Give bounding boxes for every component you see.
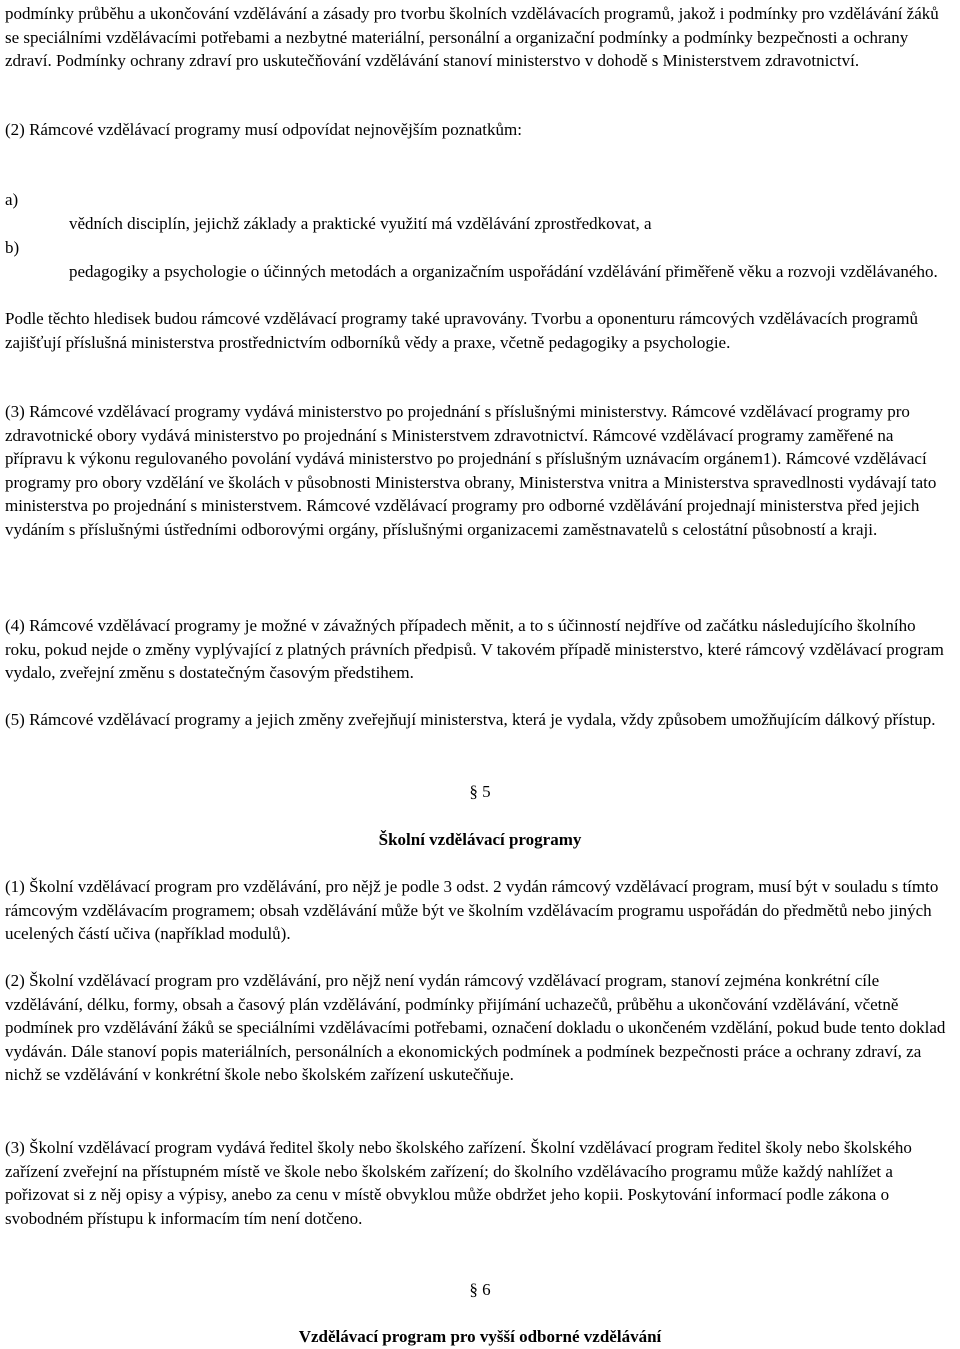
section-title-5: Školní vzdělávací programy — [378, 830, 582, 849]
list-item-text-b: pedagogiky a psychologie o účinných metodách a organizačním uspořádání vzdělávání přiměřeně věku a rozvoji vzdělávaného. — [69, 262, 938, 281]
section5-paragraph-3: (3) Školní vzdělávací program vydává ředitel školy nebo školského zařízení. Školní vzdělávací program ředitel školy nebo školského zařízení zveřejní na přístupném místě ve škole nebo školském zařízení; do školního vzdělávacího programu může každý nahlížet a pořizovat si z něj opisy a výpisy, anebo za cenu v místě obvyklou může obdržet jeho kopii. Poskytování informací podle zákona o svobodném přístupu k informacím tím není dotčeno. — [5, 1138, 912, 1228]
paragraph-4: (4) Rámcové vzdělávací programy je možné v závažných případech měnit, a to s účinností nejdříve od začátku následujícího školního roku, pokud nejde o změny vyplývající z platných právních předpisů. V takovém případě ministerstvo, které rámcový vzdělávací program vydalo, zveřejní změnu s dostatečným časovým předstihem. — [5, 616, 944, 682]
section-sign-6: § 6 — [469, 1280, 491, 1299]
paragraph-intro: podmínky průběhu a ukončování vzdělávání a zásady pro tvorbu školních vzdělávacích programů, jakož i podmínky pro vzdělávání žáků se speciálními vzdělávacími potřebami a nezbytné materiální, personální a organizační podmínky a podmínky bezpečnosti a ochrany zdraví. Podmínky ochrany zdraví pro uskutečňování vzdělávání stanoví ministerstvo v dohodě s Ministerstvem zdravotnictví. — [5, 4, 939, 70]
section-sign-5: § 5 — [469, 782, 491, 801]
list-item-label-a: a) — [5, 190, 19, 209]
paragraph-2-continuation: Podle těchto hledisek budou rámcové vzdělávací programy také upravovány. Tvorbu a oponenturu rámcových vzdělávacích programů zajišťují příslušná ministerstva prostřednictvím odborníků vědy a praxe, včetně pedagogiky a psychologie. — [5, 309, 918, 352]
section-symbol: § — [469, 1280, 478, 1299]
list-item-text-a: vědních disciplín, jejichž základy a praktické využití má vzdělávání zprostředkovat, a — [69, 214, 652, 233]
section-symbol: § — [469, 782, 478, 801]
section5-paragraph-2: (2) Školní vzdělávací program pro vzdělávání, pro nějž není vydán rámcový vzdělávací program, stanoví zejména konkrétní cíle vzdělávání, délku, formy, obsah a časový plán vzdělávání, podmínky přijímání uchazečů, průběhu a ukončování vzdělávání, včetně podmínek pro vzdělávání žáků se speciálními vzdělávacími potřebami, označení dokladu o ukončeném vzdělání, pokud bude tento doklad vydáván. Dále stanoví popis materiálních, personálních a ekonomických podmínek a podmínek bezpečnosti práce a ochrany zdraví, za nichž se vzdělávání v konkrétní škole nebo školském zařízení uskutečňuje. — [5, 971, 946, 1084]
list-item-label-b: b) — [5, 238, 20, 257]
paragraph-3: (3) Rámcové vzdělávací programy vydává ministerstvo po projednání s příslušnými ministerstvy. Rámcové vzdělávací programy pro zdravotnické obory vydává ministerstvo po projednání s Ministerstvem zdravotnictví. Rámcové vzdělávací programy zaměřené na přípravu k výkonu regulovaného povolání vydává ministerstvo po projednání s příslušným uznávacím orgánem1). Rámcové vzdělávací programy pro obory vzdělání ve školách v působnosti Ministerstva obrany, Ministerstva vnitra a Ministerstva spravedlnosti vydávají tato ministerstva po projednání s ministerstvem. Rámcové vzdělávací programy pro odborné vzdělávání projednají ministerstva před jejich vydáním s příslušnými ústředními odborovými orgány, příslušnými organizacemi zaměstnavatelů s celostátní působností a kraji. — [5, 402, 937, 539]
section-title-6: Vzdělávací program pro vyšší odborné vzdělávání — [298, 1327, 662, 1346]
paragraph-5: (5) Rámcové vzdělávací programy a jejich změny zveřejňují ministerstva, která je vydala, vždy způsobem umožňujícím dálkový přístup. — [5, 710, 936, 729]
paragraph-2: (2) Rámcové vzdělávací programy musí odpovídat nejnovějším poznatkům: — [5, 120, 522, 139]
section5-paragraph-1: (1) Školní vzdělávací program pro vzdělávání, pro nějž je podle 3 odst. 2 vydán rámcový vzdělávací program, musí být v souladu s tímto rámcovým vzdělávacím programem; obsah vzdělávání může být ve školním vzdělávacím programu uspořádán do předmětů nebo jiných ucelených částí učiva (například modulů). — [5, 877, 939, 943]
